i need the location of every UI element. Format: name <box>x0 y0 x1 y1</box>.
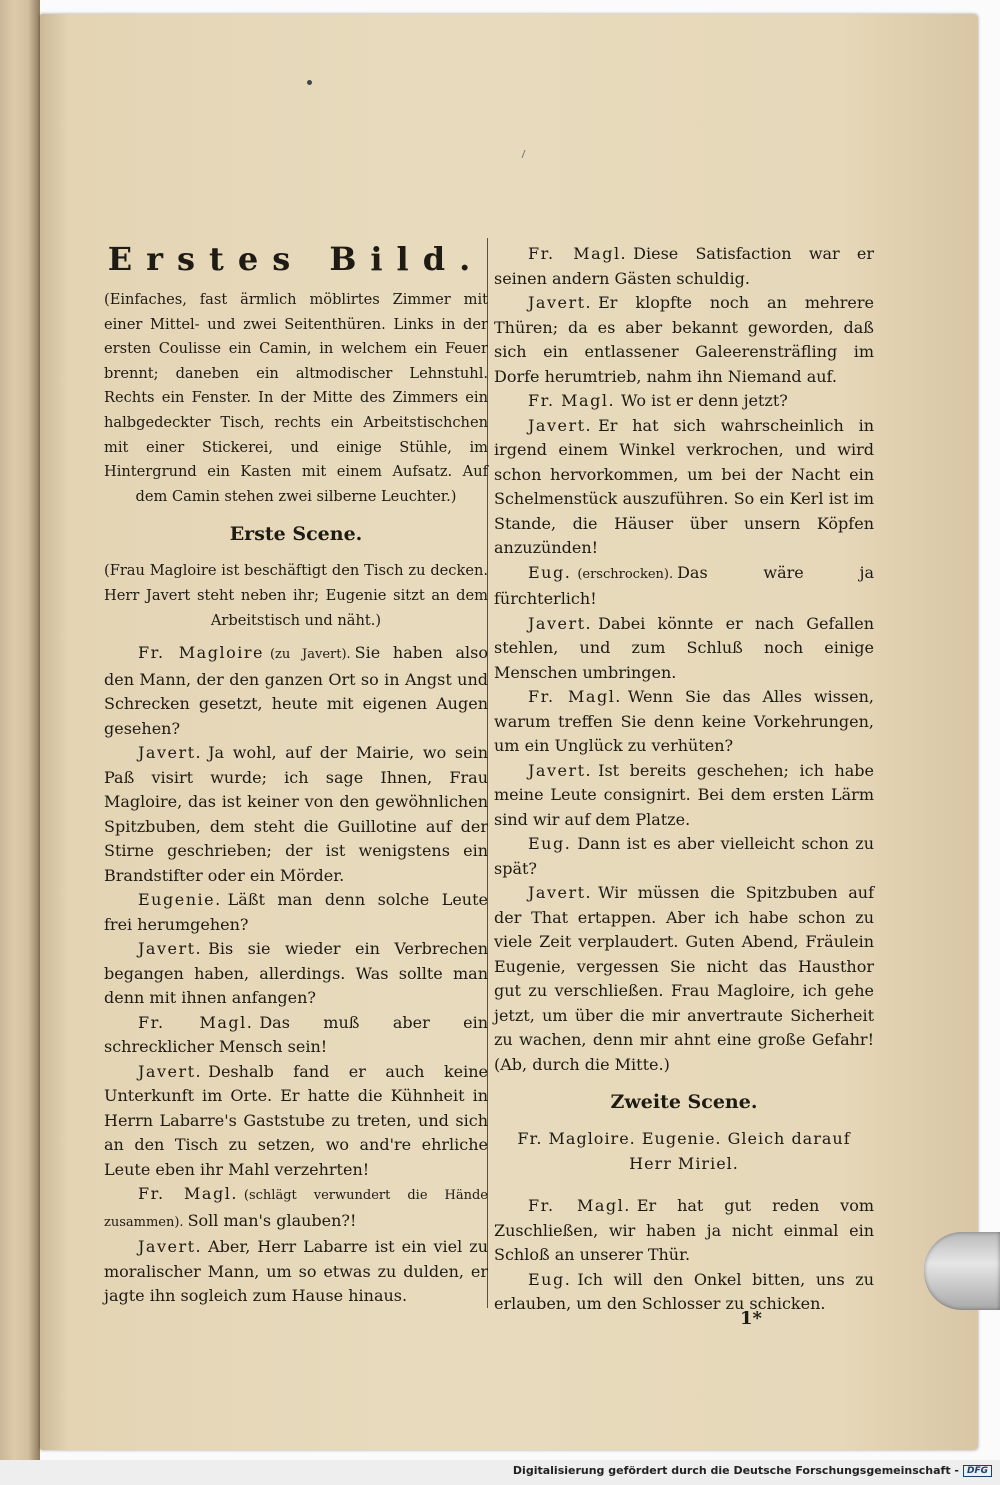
line-text: Das wäre ja fürchterlich! <box>494 562 874 608</box>
direction: (zu Javert). <box>269 647 351 663</box>
page-title: Erstes Bild. <box>107 240 485 278</box>
cast-line: Herr Miriel. <box>629 1153 739 1173</box>
scene-stage-direction: (Frau Magloire ist beschäftigt den Tisch zu decken. Herr Javert steht neben ihr; Eugenie sitzt an dem Arbeitstisch und näht.) <box>104 562 488 629</box>
scene-cast <box>494 1127 874 1176</box>
speaker: Javert. <box>528 415 593 435</box>
speaker: Javert. <box>138 1237 203 1257</box>
dfg-logo: DFG <box>963 1465 992 1477</box>
line-text: Soll man's glauben?! <box>187 1210 357 1230</box>
footer-text: Digitalisierung gefördert durch die Deutsche Forschungsgemeinschaft - <box>512 1464 959 1477</box>
dialogue-line <box>494 389 874 414</box>
dialogue-line <box>104 741 488 888</box>
speaker: Fr. Magloire <box>138 643 264 663</box>
line-text: Er klopfte noch an mehrere Thüren; da es aber bekannt geworden, daß sich ein entlassener Galeerensträfling im Dorfe herumtrieb, nahm ihn Niemand auf. <box>494 293 874 386</box>
line-text: Diese Satisfaction war er seinen andern Gästen schuldig. <box>494 244 875 288</box>
stage-direction: (Einfaches, fast ärmlich möblirtes Zimmer mit einer Mittel- und zwei Seitenthüren. Links in der ersten Coulisse ein Camin, in welchem ein Feuer brennt; daneben ein altmodischer Lehnstuhl. Rechts ein Fenster. In der Mitte des Zimmers ein halbgedeckter Tisch, rechts ein Arbeitstischchen mit einer Stickerei, und einige Stühle, im Hintergrund ein Kasten mit einem Aufsatz. Auf dem Camin stehen zwei silberne Leuchter.) <box>104 291 488 505</box>
line-text: Aber, Herr Labarre ist ein viel zu moralischer Mann, um so etwas zu dulden, er jagte ihn sogleich zum Hause hinaus. <box>104 1237 488 1306</box>
dialogue-line <box>494 881 874 1077</box>
dialogue-line <box>494 832 874 881</box>
signature-mark: 1* <box>740 1308 762 1329</box>
speaker: Fr. Magl. <box>138 1012 254 1032</box>
left-column <box>104 232 488 1309</box>
line-text: Er hat gut reden vom Zuschließen, wir haben ja nicht einmal ein Schloß an unserer Thür. <box>494 1196 874 1264</box>
direction: (schlägt verwundert die Hände zusammen). <box>104 1188 488 1230</box>
digitization-footer <box>513 1464 992 1477</box>
dialogue-line <box>494 759 874 833</box>
dialogue-line <box>494 685 874 759</box>
speaker: Fr. Magl. <box>528 687 622 706</box>
line-text: Deshalb fand er auch keine Unterkunft im Orte. Er hatte die Kühnheit in Herrn Labarre's Gaststube zu treten, und sich an den Tisch zu setzen, wo and're ehrliche Leute eben ihr Mahl verzehrten! <box>104 1061 488 1179</box>
speaker: Eug. <box>528 834 572 853</box>
ink-mark <box>518 150 526 158</box>
speaker: Javert. <box>528 760 593 780</box>
dialogue-line <box>104 1235 488 1309</box>
speaker: Javert. <box>528 883 593 902</box>
line-text: Das muß aber ein schrecklicher Mensch sein! <box>104 1012 488 1057</box>
line-text: Ist bereits geschehen; ich habe meine Leute consignirt. Bei dem ersten Lärm sind wir auf dem Platze. <box>494 760 874 829</box>
scene-heading: Zweite Scene. <box>610 1091 758 1113</box>
dialogue-line <box>494 1268 874 1317</box>
dialogue-line <box>494 414 874 561</box>
speaker: Fr. Magl. <box>528 391 616 410</box>
page-clip <box>924 1232 1000 1310</box>
line-text: Wir müssen die Spitzbuben auf der That ertappen. Aber ich habe schon zu viele Zeit verplaudert. Guten Abend, Fräulein Eugenie, vergessen Sie nicht das Hausthor gut zu verschließen. Frau Magloire, ich gehe jetzt, um über die mir anvertraute Sicherheit zu wachen, denn mir ahnt eine große Gefahr! (Ab, durch die Mitte.) <box>494 883 874 1074</box>
speaker: Fr. Magl. <box>528 1196 631 1215</box>
dialogue-line <box>494 561 874 612</box>
dialogue-line <box>104 888 488 937</box>
speaker: Javert. <box>138 939 203 959</box>
line-text: Wenn Sie das Alles wissen, warum treffen Sie denn keine Vorkehrungen, um ein Unglück zu verhüten? <box>494 687 874 755</box>
scene-heading: Erste Scene. <box>229 523 363 546</box>
speaker: Eugenie. <box>138 890 222 910</box>
dialogue-line <box>104 937 488 1011</box>
speaker: Javert. <box>138 1061 203 1081</box>
dialogue-line <box>494 612 874 686</box>
ink-dot <box>307 80 312 85</box>
dialogue-line <box>104 1182 488 1235</box>
speaker: Javert. <box>528 293 593 312</box>
speaker: Javert. <box>528 613 593 633</box>
facing-page-edge <box>0 0 40 1460</box>
dialogue-line <box>104 1011 488 1060</box>
line-text: Ich will den Onkel bitten, uns zu erlauben, um den Schlosser zu schicken. <box>494 1269 874 1313</box>
speaker: Fr. Magl. <box>138 1184 238 1204</box>
line-text: Dabei könnte er nach Gefallen stehlen, und zum Schluß noch einige Menschen umbringen. <box>494 613 874 682</box>
dialogue-line <box>494 242 874 291</box>
line-text: Sie haben also den Mann, der den ganzen Ort so in Angst und Schrecken gesetzt, heute mit eigenen Augen gesehen? <box>104 643 488 738</box>
right-column <box>494 242 874 1317</box>
dialogue-line <box>494 291 874 389</box>
line-text: Ja wohl, auf der Mairie, wo sein Paß visirt wurde; ich sage Ihnen, Frau Magloire, das ist keiner von den gewöhnlichen Spitzbuben, dem steht die Guillotine auf der Stirne geschrieben; der ist wenigstens ein Brandstifter oder ein Mörder. <box>104 743 488 885</box>
line-text: Wo ist er denn jetzt? <box>621 391 788 410</box>
line-text: Bis sie wieder ein Verbrechen begangen haben, allerdings. Was sollte man denn mit ihnen anfangen? <box>104 939 488 1008</box>
speaker: Eug. <box>528 562 572 582</box>
dialogue-line <box>494 1194 874 1268</box>
speaker: Fr. Magl. <box>528 244 628 263</box>
speaker: Javert. <box>138 743 203 763</box>
speaker: Eug. <box>528 1269 572 1289</box>
line-text: Dann ist es aber vielleicht schon zu spät? <box>494 834 874 878</box>
line-text: Er hat sich wahrscheinlich in irgend einem Winkel verkrochen, und wird schon hervorkommen, um bei der Nacht ein Schelmenstück auszuführen. So ein Kerl ist im Stande, die Häuser über unsern Köpfen anzuzünden! <box>494 415 874 557</box>
dialogue-line <box>104 1060 488 1183</box>
direction: (erschrocken). <box>577 566 674 582</box>
line-text: Läßt man denn solche Leute frei herumgehen? <box>104 890 488 934</box>
dialogue-line <box>104 641 488 741</box>
cast-line: Fr. Magloire. Eugenie. Gleich darauf <box>517 1129 851 1148</box>
